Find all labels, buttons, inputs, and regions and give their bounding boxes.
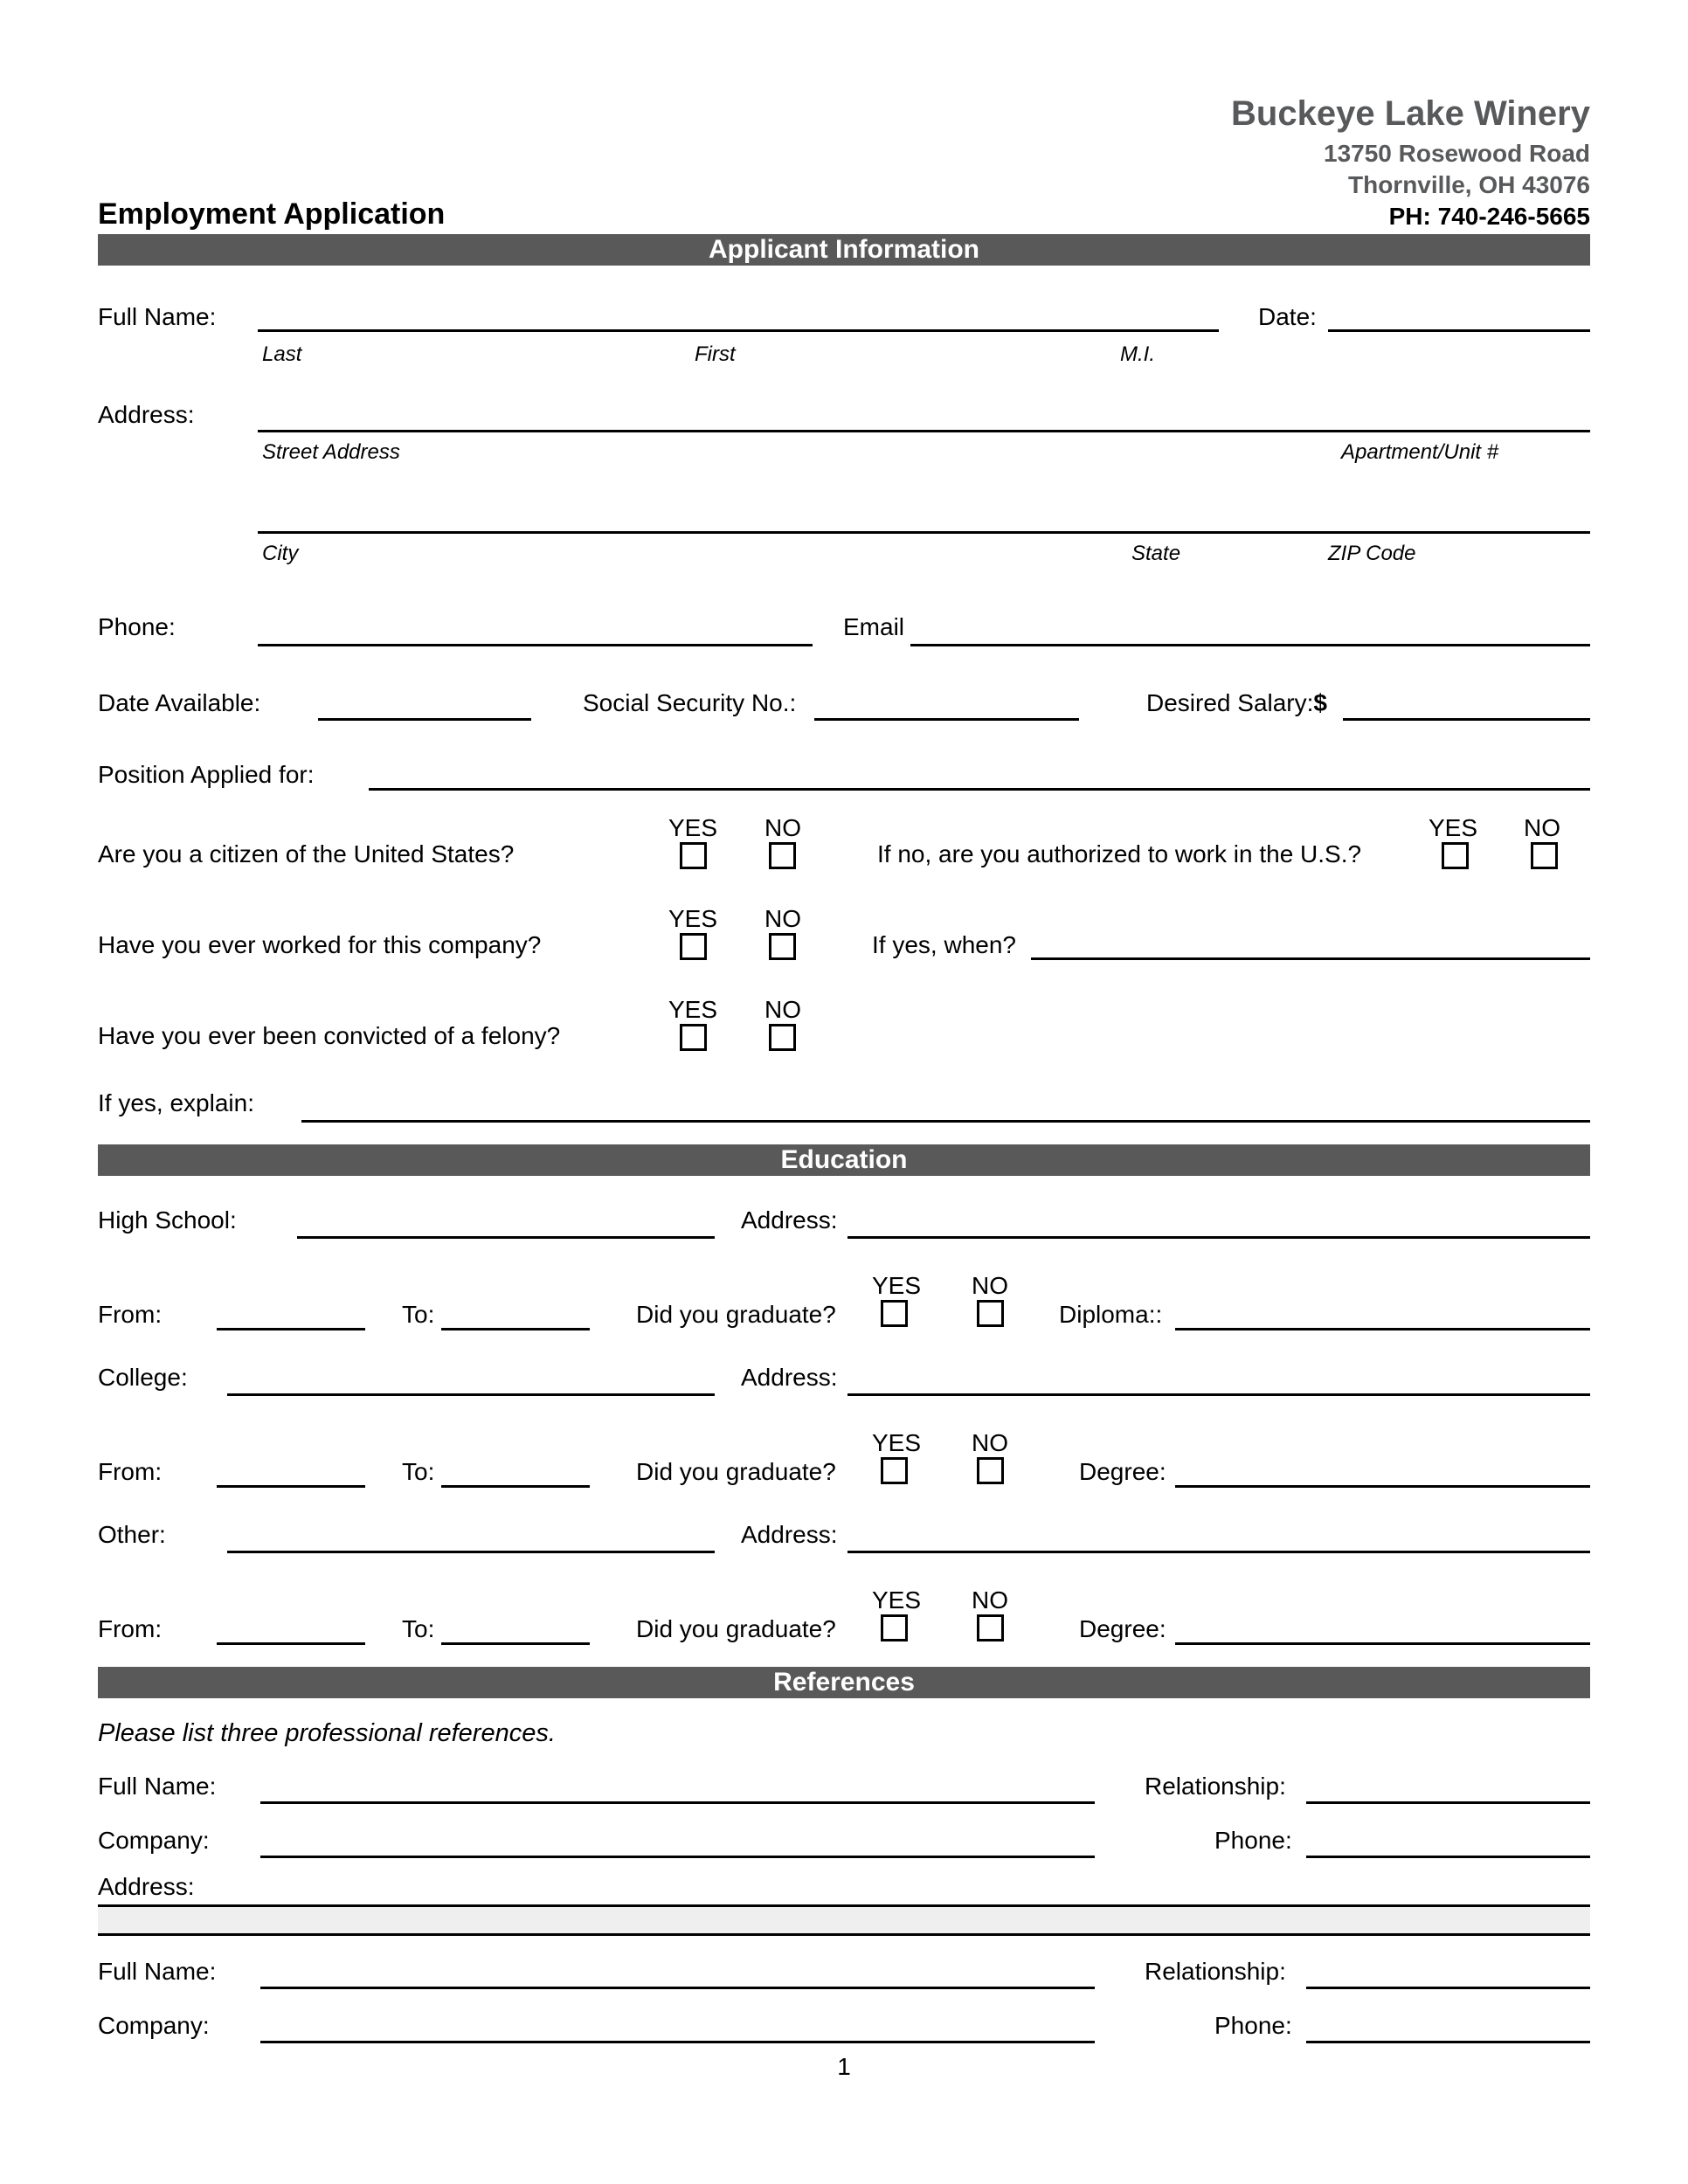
city-sublabel: City xyxy=(262,542,299,565)
first-name-sublabel: First xyxy=(695,342,736,366)
hs-to-field-line[interactable] xyxy=(441,1303,590,1330)
q-citizen-text: Are you a citizen of the United States? xyxy=(98,840,515,867)
zip-code-sublabel: ZIP Code xyxy=(1328,542,1416,565)
ref2-company-field-line[interactable] xyxy=(260,2016,1095,2043)
ref1-company-field-line[interactable] xyxy=(260,1831,1095,1858)
email-field-line[interactable] xyxy=(910,619,1590,646)
q-felony-no-checkbox[interactable] xyxy=(769,1024,796,1051)
ref2-relationship-label: Relationship: xyxy=(1145,1958,1286,1985)
desired-salary-text: Desired Salary: xyxy=(1146,689,1314,716)
ref1-full-name-field-line[interactable] xyxy=(260,1777,1095,1804)
ref2-full-name-field-line[interactable] xyxy=(260,1962,1095,1989)
hs-graduate-label: Did you graduate? xyxy=(636,1301,836,1328)
full-name-label: Full Name: xyxy=(98,303,217,330)
college-graduate-no-label: NO xyxy=(972,1429,1008,1456)
full-name-field-line[interactable] xyxy=(258,305,1219,332)
date-field-line[interactable] xyxy=(1328,305,1590,332)
ref2-company-label: Company: xyxy=(98,2012,210,2039)
other-from-label: From: xyxy=(98,1615,163,1642)
q-worked-no-checkbox[interactable] xyxy=(769,933,796,960)
ref1-relationship-field-line[interactable] xyxy=(1306,1777,1590,1804)
college-graduate-label: Did you graduate? xyxy=(636,1458,836,1485)
ref2-phone-label: Phone: xyxy=(1214,2012,1292,2039)
other-to-field-line[interactable] xyxy=(441,1618,590,1645)
q-authorized-no-label: NO xyxy=(1524,814,1560,841)
q-authorized-text: If no, are you authorized to work in the U.S.? xyxy=(877,840,1362,867)
other-address-label: Address: xyxy=(741,1521,838,1548)
q-worked-yes-checkbox[interactable] xyxy=(680,933,707,960)
q-felony-yes-checkbox[interactable] xyxy=(680,1024,707,1051)
company-phone: PH: 740-246-5665 xyxy=(1388,203,1590,230)
college-to-label: To: xyxy=(402,1458,435,1485)
phone-label: Phone: xyxy=(98,613,176,640)
q-worked-no-label: NO xyxy=(764,905,801,932)
ref1-company-label: Company: xyxy=(98,1827,210,1854)
other-graduate-no-checkbox[interactable] xyxy=(977,1614,1004,1641)
other-school-field-line[interactable] xyxy=(227,1526,715,1553)
college-field-line[interactable] xyxy=(227,1369,715,1396)
college-from-label: From: xyxy=(98,1458,163,1485)
company-name: Buckeye Lake Winery xyxy=(1231,94,1590,133)
company-address-line1: 13750 Rosewood Road xyxy=(1324,140,1590,167)
q-worked-text: Have you ever worked for this company? xyxy=(98,931,542,958)
other-to-label: To: xyxy=(402,1615,435,1642)
explain-label: If yes, explain: xyxy=(98,1089,254,1116)
street-address-sublabel: Street Address xyxy=(262,440,400,464)
college-degree-field-line[interactable] xyxy=(1175,1461,1590,1488)
desired-salary-label xyxy=(1146,690,1327,716)
phone-field-line[interactable] xyxy=(258,619,813,646)
ref1-full-name-label: Full Name: xyxy=(98,1773,217,1800)
hs-diploma-label: Diploma:: xyxy=(1059,1301,1163,1328)
other-graduate-no-label: NO xyxy=(972,1586,1008,1614)
references-note: Please list three professional references. xyxy=(98,1719,556,1747)
street-address-field-line[interactable] xyxy=(258,405,1590,432)
ref1-phone-field-line[interactable] xyxy=(1306,1831,1590,1858)
q-citizen-yes-checkbox[interactable] xyxy=(680,842,707,869)
q-when-label: If yes, when? xyxy=(872,931,1016,958)
q-authorized-yes-label: YES xyxy=(1429,814,1478,841)
q-citizen-yes-label: YES xyxy=(668,814,718,841)
ref2-phone-field-line[interactable] xyxy=(1306,2016,1590,2043)
college-from-field-line[interactable] xyxy=(217,1461,365,1488)
date-label: Date: xyxy=(1258,303,1317,330)
q-citizen-no-checkbox[interactable] xyxy=(769,842,796,869)
hs-from-label: From: xyxy=(98,1301,163,1328)
ref1-address-field[interactable] xyxy=(98,1904,1590,1936)
section-header-applicant-information: Applicant Information xyxy=(98,234,1590,266)
middle-initial-sublabel: M.I. xyxy=(1120,342,1155,366)
ref2-relationship-field-line[interactable] xyxy=(1306,1962,1590,1989)
hs-graduate-yes-label: YES xyxy=(872,1272,922,1299)
section-header-education: Education xyxy=(98,1144,1590,1176)
other-address-field-line[interactable] xyxy=(847,1526,1590,1553)
other-from-field-line[interactable] xyxy=(217,1618,365,1645)
high-school-address-label: Address: xyxy=(741,1206,838,1234)
section-header-references: References xyxy=(98,1667,1590,1698)
other-degree-label: Degree: xyxy=(1079,1615,1166,1642)
high-school-label: High School: xyxy=(98,1206,237,1234)
ref1-relationship-label: Relationship: xyxy=(1145,1773,1286,1800)
last-name-sublabel: Last xyxy=(262,342,302,366)
q-authorized-yes-checkbox[interactable] xyxy=(1442,842,1469,869)
other-school-label: Other: xyxy=(98,1521,166,1548)
hs-graduate-no-checkbox[interactable] xyxy=(977,1300,1004,1327)
ref2-full-name-label: Full Name: xyxy=(98,1958,217,1985)
college-graduate-yes-label: YES xyxy=(872,1429,922,1456)
college-address-label: Address: xyxy=(741,1364,838,1391)
state-sublabel: State xyxy=(1131,542,1181,565)
other-graduate-yes-label: YES xyxy=(872,1586,922,1614)
hs-graduate-yes-checkbox[interactable] xyxy=(881,1300,908,1327)
dollar-sign: $ xyxy=(1313,689,1327,716)
college-degree-label: Degree: xyxy=(1079,1458,1166,1485)
ssn-field-line[interactable] xyxy=(814,694,1079,721)
other-graduate-yes-checkbox[interactable] xyxy=(881,1614,908,1641)
q-worked-yes-label: YES xyxy=(668,905,718,932)
position-applied-field-line[interactable] xyxy=(369,764,1590,791)
college-graduate-yes-checkbox[interactable] xyxy=(881,1457,908,1484)
other-graduate-label: Did you graduate? xyxy=(636,1615,836,1642)
page-number: 1 xyxy=(837,2053,851,2080)
high-school-field-line[interactable] xyxy=(297,1212,715,1239)
apartment-unit-sublabel: Apartment/Unit # xyxy=(1341,440,1499,464)
ref1-address-label: Address: xyxy=(98,1873,195,1900)
q-felony-yes-label: YES xyxy=(668,996,718,1023)
college-to-field-line[interactable] xyxy=(441,1461,590,1488)
college-label: College: xyxy=(98,1364,188,1391)
q-citizen-no-label: NO xyxy=(764,814,801,841)
address-label: Address: xyxy=(98,401,195,428)
email-label: Email xyxy=(843,613,905,640)
ssn-label: Social Security No.: xyxy=(583,689,797,716)
q-felony-text: Have you ever been convicted of a felony? xyxy=(98,1022,561,1049)
date-available-label: Date Available: xyxy=(98,689,261,716)
q-when-field-line[interactable] xyxy=(1031,933,1590,960)
other-degree-field-line[interactable] xyxy=(1175,1618,1590,1645)
city-state-zip-field-line[interactable] xyxy=(258,507,1590,534)
hs-from-field-line[interactable] xyxy=(217,1303,365,1330)
ref1-phone-label: Phone: xyxy=(1214,1827,1292,1854)
q-authorized-no-checkbox[interactable] xyxy=(1531,842,1558,869)
date-available-field-line[interactable] xyxy=(318,694,531,721)
college-address-field-line[interactable] xyxy=(847,1369,1590,1396)
college-graduate-no-checkbox[interactable] xyxy=(977,1457,1004,1484)
hs-diploma-field-line[interactable] xyxy=(1175,1303,1590,1330)
hs-graduate-no-label: NO xyxy=(972,1272,1008,1299)
desired-salary-field-line[interactable] xyxy=(1343,694,1590,721)
hs-to-label: To: xyxy=(402,1301,435,1328)
high-school-address-field-line[interactable] xyxy=(847,1212,1590,1239)
q-felony-no-label: NO xyxy=(764,996,801,1023)
explain-field-line[interactable] xyxy=(301,1095,1590,1123)
company-address-line2: Thornville, OH 43076 xyxy=(1348,171,1590,198)
form-title: Employment Application xyxy=(98,197,446,231)
position-applied-label: Position Applied for: xyxy=(98,761,315,788)
